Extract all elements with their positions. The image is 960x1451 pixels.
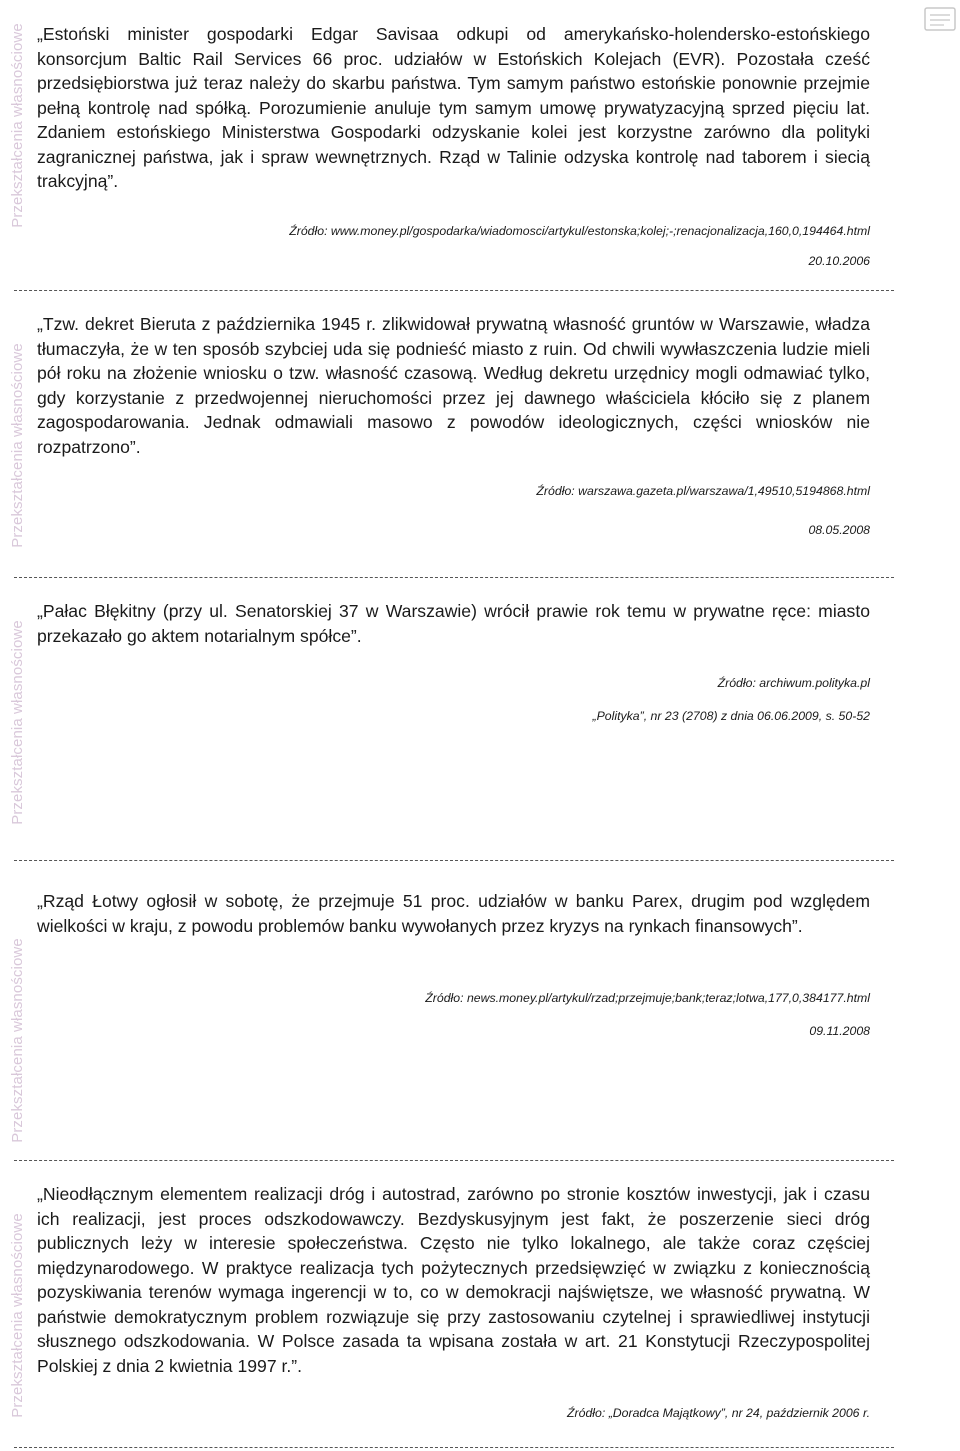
- quote-section-4: [0, 860, 960, 1160]
- side-label: Przekształcenia własnościowe: [8, 342, 26, 548]
- quote-text: „Tzw. dekret Bieruta z października 1945 r. zlikwidował prywatną własność gruntów w Warszawie, władza tłumaczyła, że w ten sposób szybciej uda się podnieść miasto z ruin. Od chwili wywłaszczenia ludzie mieli pół roku na złożenie wniosku o tzw. własność czasową. Według dekretu urzędnicy mogli odmawiać tylko, gdy korzystanie z przedwojennej nieruchomości przez jej dawnego właściciela kłóciło się z planem zagospodarowania. Jednak odmawiali masowo z powodów ideologicznych, części wniosków nie rozpatrzono”.: [37, 314, 870, 457]
- source-citation: Źródło: „Doradca Majątkowy”, nr 24, październik 2006 r.: [567, 1406, 870, 1420]
- source-citation: Źródło: warszawa.gazeta.pl/warszawa/1,49510,5194868.html: [536, 484, 870, 498]
- quote-section-3: [0, 577, 960, 860]
- quote-text: „Pałac Błękitny (przy ul. Senatorskiej 37 w Warszawie) wrócił prawie rok temu w prywatne ręce: miasto przekazało go aktem notarialnym spółce”.: [37, 601, 870, 646]
- publication-date: 08.05.2008: [808, 523, 870, 537]
- section-divider: [14, 1447, 894, 1448]
- quote-text: „Nieodłącznym elementem realizacji dróg i autostrad, zarówno po stronie kosztów inwestycji, jak i czasu ich realizacji, jest proces odszkodowawczy. Bezdyskusyjnym jest fakt, że poszerzenie sieci dróg publicznych leży w interesie społeczeństwa. Często nie tylko lokalnego, ale także coraz częściej międzynarodowego. W praktyce realizacja tych pożytecznych przedsięwzięć w związku z koniecznością pozyskiwania terenów wymaga ingerencji w to, co w demokracji najświętsze, we własność prywatną. W państwie demokratycznym problem rozwiązuje się przy zastosowaniu czytelnej i sprawiedliwej instytucji słusznego odszkodowania. W Polsce zasada ta wpisana została w art. 21 Konstytucji Rzeczypospolitej Polskiej z dnia 2 kwietnia 1997 r.”.: [37, 1184, 870, 1376]
- quote-section-2: [0, 290, 960, 577]
- side-label: Przekształcenia własnościowe: [8, 1212, 26, 1418]
- side-label: Przekształcenia własnościowe: [8, 619, 26, 825]
- quote-section-1: [0, 0, 960, 290]
- side-label: Przekształcenia własnościowe: [8, 937, 26, 1143]
- quote-text: „Estoński minister gospodarki Edgar Savisaa odkupi od amerykańsko-holendersko-estońskiego konsorcjum Baltic Rail Services 66 proc. udziałów w Estońskich Kolejach (EVR). Pozostała cześć przedsiębiorstwa już teraz należy do skarbu państwa. Tym samym państwo estońskie ponownie przejmie pełną kontrolę nad spółką. Porozumienie anuluje tym samym umowę prywatyzacyjną sprzed pięciu lat. Zdaniem estońskiego Ministerstwa Gospodarki odzyskanie kolei jest korzystne zarówno dla polityki zagranicznej państwa, jak i spraw wewnętrznych. Rząd w Talinie odzyska kontrolę nad taborem i siecią trakcyjną”.: [37, 24, 870, 191]
- source-citation: Źródło: archiwum.polityka.pl: [717, 676, 870, 690]
- quote-section-5: [0, 1160, 960, 1451]
- publication-date: 09.11.2008: [809, 1024, 870, 1038]
- publication-date: 20.10.2006: [808, 254, 870, 268]
- quote-text: „Rząd Łotwy ogłosił w sobotę, że przejmuje 51 proc. udziałów w banku Parex, drugim pod względem wielkości w kraju, z powodu problemów banku wywołanych przez kryzys na rynkach finansowych”.: [37, 891, 870, 936]
- side-label: Przekształcenia własnościowe: [8, 22, 26, 228]
- source-citation: Źródło: www.money.pl/gospodarka/wiadomosci/artykul/estonska;kolej;-;renacjonalizacja,160,0,194464.html: [289, 224, 870, 238]
- source-citation: Źródło: news.money.pl/artykul/rzad;przejmuje;bank;teraz;lotwa,177,0,384177.html: [425, 991, 870, 1005]
- publication-date: „Polityka”, nr 23 (2708) z dnia 06.06.2009, s. 50-52: [592, 709, 870, 723]
